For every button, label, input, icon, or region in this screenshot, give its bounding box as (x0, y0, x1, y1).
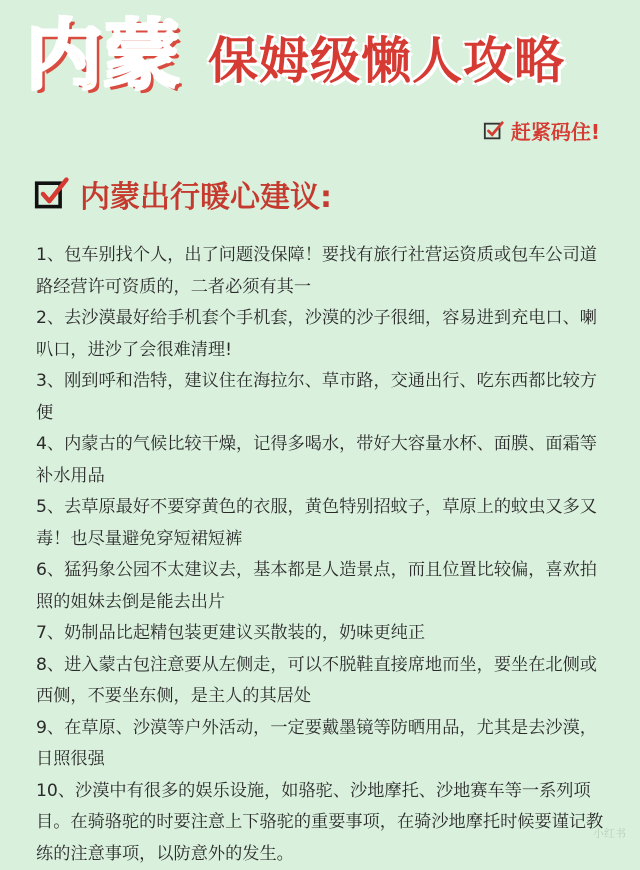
tips-list (36, 240, 610, 870)
save-note (483, 116, 600, 145)
list-item: 4、内蒙古的气候比较干燥，记得多喝水，带好大容量水杯、面膜、面霜等补水用品 (36, 429, 610, 492)
list-item: 2、去沙漠最好给手机套个手机套，沙漠的沙子很细，容易进到充电口、喇叭口，进沙了会很难清理! (36, 303, 610, 366)
list-item: 7、奶制品比起精包装更建议买散装的，奶味更纯正 (36, 618, 610, 650)
save-note-label: 赶紧码住! (511, 116, 600, 145)
list-item: 3、刚到呼和浩特，建议住在海拉尔、草市路，交通出行、吃东西都比较方便 (36, 366, 610, 429)
section-title (34, 172, 332, 216)
header (0, 0, 640, 120)
list-item: 1、包车别找个人，出了问题没保障！要找有旅行社营运资质或包车公司道路经营许可资质的，二者必须有其一 (36, 240, 610, 303)
list-item: 6、猛犸象公园不太建议去，基本都是人造景点，而且位置比较偏，喜欢拍照的姐妹去倒是能去出片 (36, 555, 610, 618)
page-title: 保姆级懒人攻略 (208, 36, 565, 86)
logo-text: 内蒙 (26, 18, 182, 94)
checkbox-check-icon (483, 120, 505, 142)
list-item: 9、在草原、沙漠等户外活动，一定要戴墨镜等防晒用品，尤其是去沙漠，日照很强 (36, 713, 610, 776)
list-item: 10、沙漠中有很多的娱乐设施，如骆驼、沙地摩托、沙地赛车等一系列项目。在骑骆驼的时要注意上下骆驼的重要事项，在骑沙地摩托时候要谨记教练的注意事项，以防意外的发生。 (36, 776, 610, 870)
section-title-label: 内蒙出行暖心建议: (80, 172, 332, 216)
list-item: 8、进入蒙古包注意要从左侧走，可以不脱鞋直接席地而坐，要坐在北侧或西侧，不要坐东侧，是主人的其居处 (36, 650, 610, 713)
list-item: 5、去草原最好不要穿黄色的衣服，黄色特别招蚊子，草原上的蚊虫又多又毒！也尽量避免穿短裙短裤 (36, 492, 610, 555)
watermark: 小红书 (593, 825, 626, 841)
checkbox-check-icon (34, 176, 70, 212)
